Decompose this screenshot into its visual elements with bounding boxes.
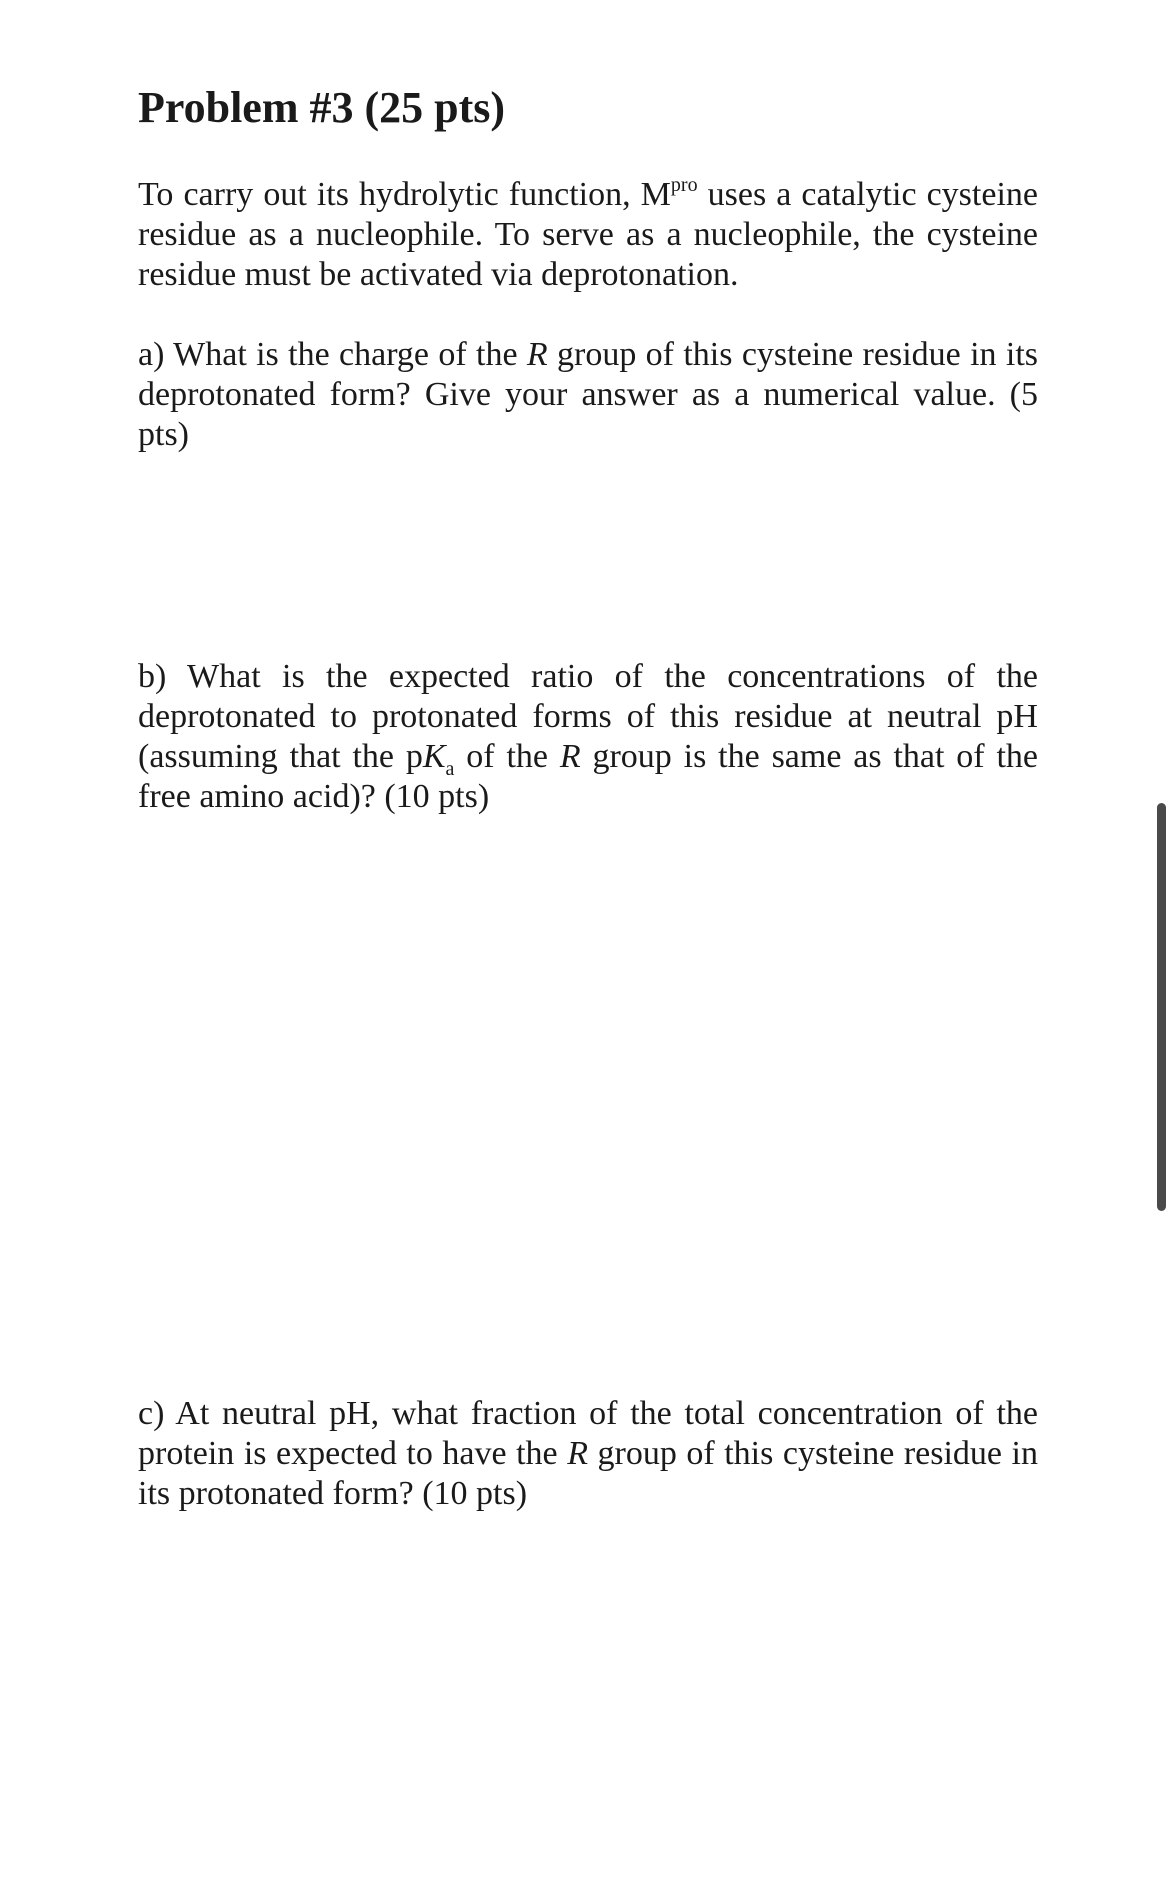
question-a-text-1: a) What is the charge of the (138, 336, 527, 373)
question-c (138, 1394, 1038, 1514)
r-group-italic: R (567, 1435, 588, 1472)
intro-paragraph (138, 175, 1038, 295)
question-c-text-2: group of this cysteine residue in its protonated form? (10 pts) (138, 1435, 1038, 1512)
question-c-text-1: c) At neutral pH, what fraction of the total concentration of the protein is expected to have the (138, 1395, 1038, 1472)
mpro-superscript: pro (670, 174, 698, 196)
question-b (138, 657, 1038, 817)
scrollbar-thumb[interactable] (1157, 803, 1166, 1211)
pka-k-italic: K (422, 738, 446, 775)
problem-title: Problem #3 (25 pts) (138, 83, 506, 132)
question-b-text-2: of the (454, 738, 560, 775)
question-b-text-3: group is the same as that of the free amino acid)? (10 pts) (138, 738, 1038, 815)
r-group-italic: R (559, 738, 581, 775)
pka-subscript: a (445, 758, 455, 780)
question-b-text-1: b) What is the expected ratio of the concentrations of the deprotonated to protonated forms of this residue at neutral pH (assuming that the p (138, 658, 1038, 775)
question-a-text-2: group of this cysteine residue in its deprotonated form? Give your answer as a numerical value. (5 pts) (138, 336, 1038, 453)
intro-text-2: uses a catalytic cysteine residue as a nucleophile. To serve as a nucleophile, the cysteine residue must be activated via deprotonation. (138, 176, 1038, 293)
question-a (138, 335, 1038, 455)
r-group-italic: R (526, 336, 548, 373)
intro-text-1: To carry out its hydrolytic function, M (138, 176, 671, 213)
